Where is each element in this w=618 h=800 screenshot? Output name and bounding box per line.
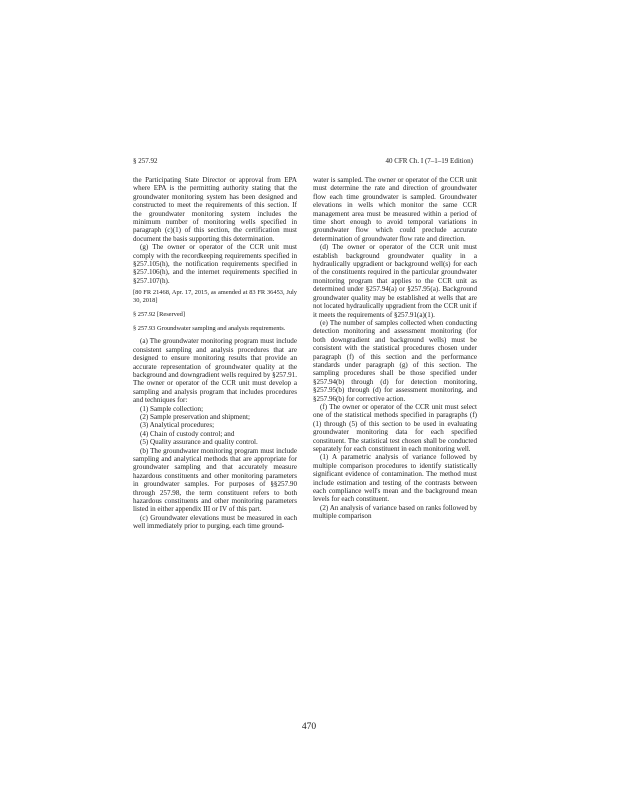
- paragraph: (f) The owner or operator of the CCR unit must select one of the statistical methods specified in paragraphs (f)(1) through (5) of this section to be used in evaluating groundwater monitoring data for each specified constituent. The statistical test chosen shall be conducted separately for each constituent in each monitoring well.: [313, 402, 477, 453]
- page-header-edition: 40 CFR Ch. I (7–1–19 Edition): [385, 157, 473, 165]
- page-number: 470: [301, 722, 317, 732]
- section-heading: § 257.93 Groundwater sampling and analysis requirements.: [133, 325, 286, 333]
- paragraph: (2) An analysis of variance based on ranks followed by multiple comparison: [313, 503, 477, 521]
- list-item: (3) Analytical procedures;: [140, 421, 215, 430]
- section-heading-reserved: § 257.92 [Reserved]: [133, 311, 185, 319]
- paragraph: (g) The owner or operator of the CCR unit must comply with the recordkeeping requirements specified in §257.105(h), the notification requirements specified in §257.106(h), and the internet requirements specified in §257.107(h).: [133, 243, 297, 285]
- list-item: (4) Chain of custody control; and: [140, 429, 235, 438]
- paragraph: (a) The groundwater monitoring program must include consistent sampling and analysis procedures that are designed to ensure monitoring results that provide an accurate representation of groundwater quality at the background and downgradient wells required by §257.91. The owner or operator of the CCR unit must develop a sampling and analysis program that includes procedures and techniques for:: [133, 337, 297, 405]
- paragraph: (b) The groundwater monitoring program must include sampling and analytical methods that are appropriate for groundwater sampling and that accurately measure hazardous constituents and other monitoring parameters in groundwater samples. For purposes of §§257.90 through 257.98, the term constituent refers to both hazardous constituents and other monitoring parameters listed in either appendix III or IV of this part.: [133, 446, 297, 514]
- paragraph: (1) A parametric analysis of variance followed by multiple comparison procedures to identify statistically significant evidence of contamination. The method must include estimation and testing of the contrasts between each compliance well's mean and the background mean levels for each constituent.: [313, 453, 477, 504]
- paragraph: water is sampled. The owner or operator of the CCR unit must determine the rate and direction of groundwater flow each time groundwater is sampled. Groundwater elevations in wells which monitor the same CCR management area must be measured within a period of time short enough to avoid temporal variations in groundwater flow which could preclude accurate determination of groundwater flow rate and direction.: [313, 176, 477, 243]
- list-item: (5) Quality assurance and quality control.: [140, 438, 258, 447]
- list-item: (1) Sample collection;: [140, 404, 204, 413]
- left-column: [133, 176, 297, 531]
- page-header-section: § 257.92: [133, 157, 158, 165]
- paragraph: the Participating State Director or approval from EPA where EPA is the permitting authority stating that the groundwater monitoring system has been designed and constructed to meet the requirements of this section. If the groundwater monitoring system includes the minimum number of monitoring wells specified in paragraph (c)(1) of this section, the certification must document the basis supporting this determination.: [133, 176, 297, 243]
- citation: [80 FR 21468, Apr. 17, 2015, as amended at 83 FR 36453, July 30, 2018]: [133, 289, 297, 305]
- paragraph: (d) The owner or operator of the CCR unit must establish background groundwater quality in a hydraulically upgradient or background well(s) for each of the constituents required in the particular groundwater monitoring program that applies to the CCR unit as determined under §257.94(a) or §257.95(a). Background groundwater quality may be established at wells that are not located hydraulically upgradient from the CCR unit if it meets the requirements of §257.91(a)(1).: [313, 243, 477, 319]
- paragraph: (e) The number of samples collected when conducting detection monitoring and assessment monitoring (for both downgradient and background wells) must be consistent with the statistical procedures chosen under paragraph (f) of this section and the performance standards under paragraph (g) of this section. The sampling procedures shall be those specified under §257.94(b) through (d) for detection monitoring, §257.95(b) through (d) for assessment monitoring, and §257.96(b) for corrective action.: [313, 318, 477, 403]
- paragraph: (c) Groundwater elevations must be measured in each well immediately prior to purging, each time ground-: [133, 513, 297, 531]
- right-column: [313, 176, 477, 521]
- list-item: (2) Sample preservation and shipment;: [140, 412, 250, 421]
